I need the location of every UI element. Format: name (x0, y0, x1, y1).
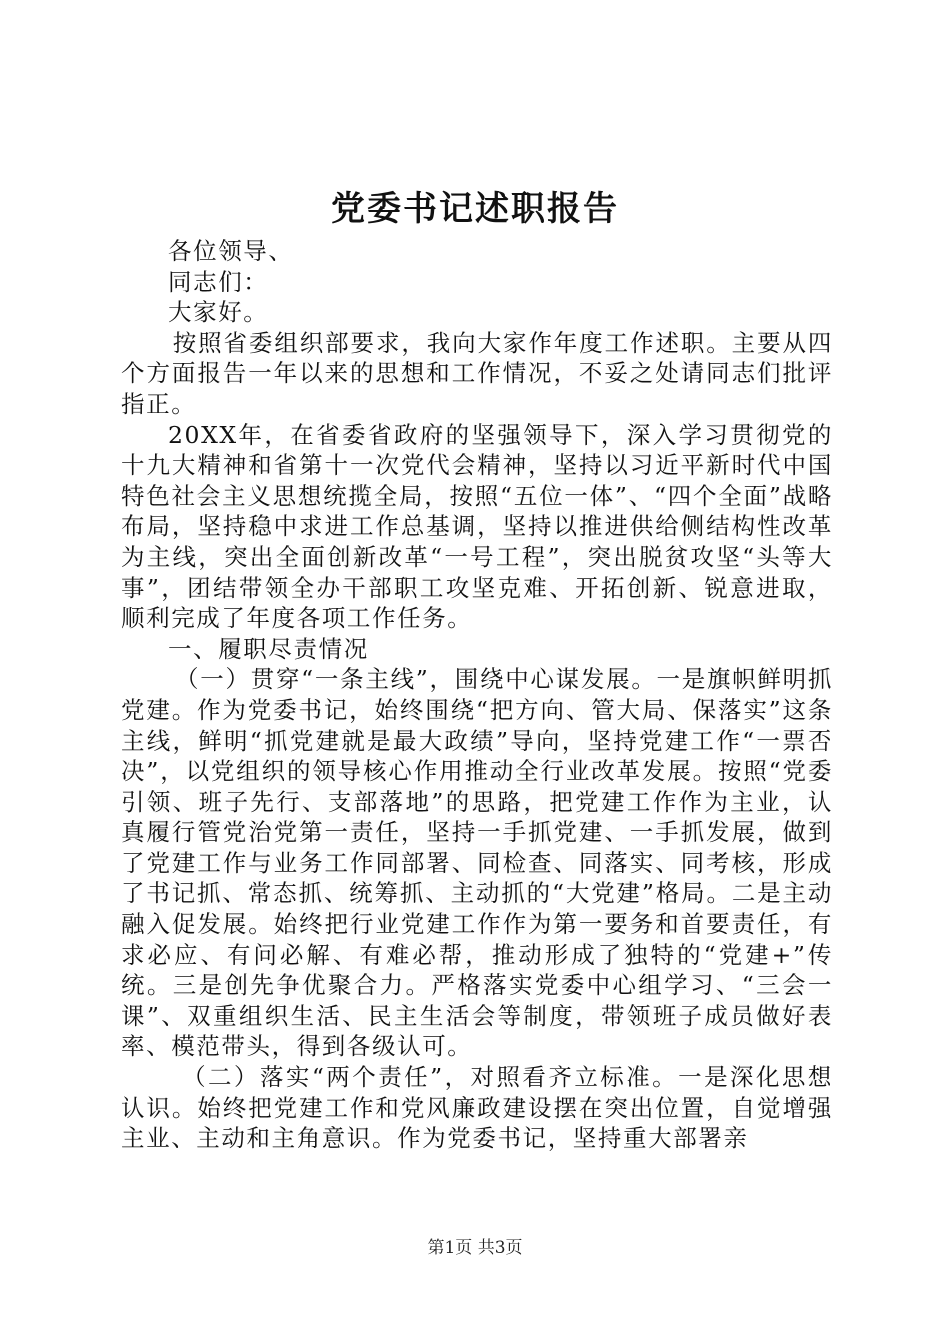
document-body (121, 236, 833, 1154)
paragraph-overview: 20XX年，在省委省政府的坚强领导下，深入学习贯彻党的十九大精神和省第十一次党代会精神，坚持以习近平新时代中国特色社会主义思想统揽全局，按照“五位一体”、“四个全面”战略布局，坚持稳中求进工作总基调，坚持以推进供给侧结构性改革为主线，突出全面创新改革“一号工程”，突出脱贫攻坚“头等大事”，团结带领全办干部职工攻坚克难、开拓创新、锐意进取，顺利完成了年度各项工作任务。 (121, 420, 833, 633)
page-number-footer: 第1页 共3页 (427, 1238, 523, 1258)
document-title: 党委书记述职报告 (331, 189, 619, 229)
section-heading-duties: 一、履职尽责情况 (168, 634, 369, 663)
salutation-leaders: 各位领导、 (168, 237, 294, 265)
greeting: 大家好。 (168, 298, 269, 327)
paragraph-subsection-1: （一）贯穿“一条主线”，围绕中心谋发展。一是旗帜鲜明抓党建。作为党委书记，始终围绕“把方向、管大局、保落实”这条主线，鲜明“抓党建就是最大政绩”导向，坚持党建工作“一票否决”，以党组织的领导核心作用推动全行业改革发展。按照“党委引领、班子先行、支部落地”的思路，把党建工作作为主业，认真履行管党治党第一责任，坚持一手抓党建、一手抓发展，做到了党建工作与业务工作同部署、同检查、同落实、同考核，形成了书记抓、常态抓、统筹抓、主动抓的“大党建”格局。二是主动融入促发展。始终把行业党建工作作为第一要务和首要责任，有求必应、有问必解、有难必帮，推动形成了独特的“党建+”传统。三是创先争优聚合力。严格落实党委中心组学习、“三会一课”、双重组织生活、民主生活会等制度，带领班子成员做好表率、模范带头，得到各级认可。 (121, 665, 833, 1061)
salutation-comrades: 同志们： (168, 267, 269, 296)
paragraph-subsection-2: （二）落实“两个责任”，对照看齐立标准。一是深化思想认识。始终把党建工作和党风廉政建设摆在突出位置，自觉增强主业、主动和主角意识。作为党委书记，坚持重大部署亲 (121, 1063, 833, 1153)
paragraph-intro: 按照省委组织部要求，我向大家作年度工作述职。主要从四个方面报告一年以来的思想和工作情况，不妥之处请同志们批评指正。 (121, 328, 833, 418)
